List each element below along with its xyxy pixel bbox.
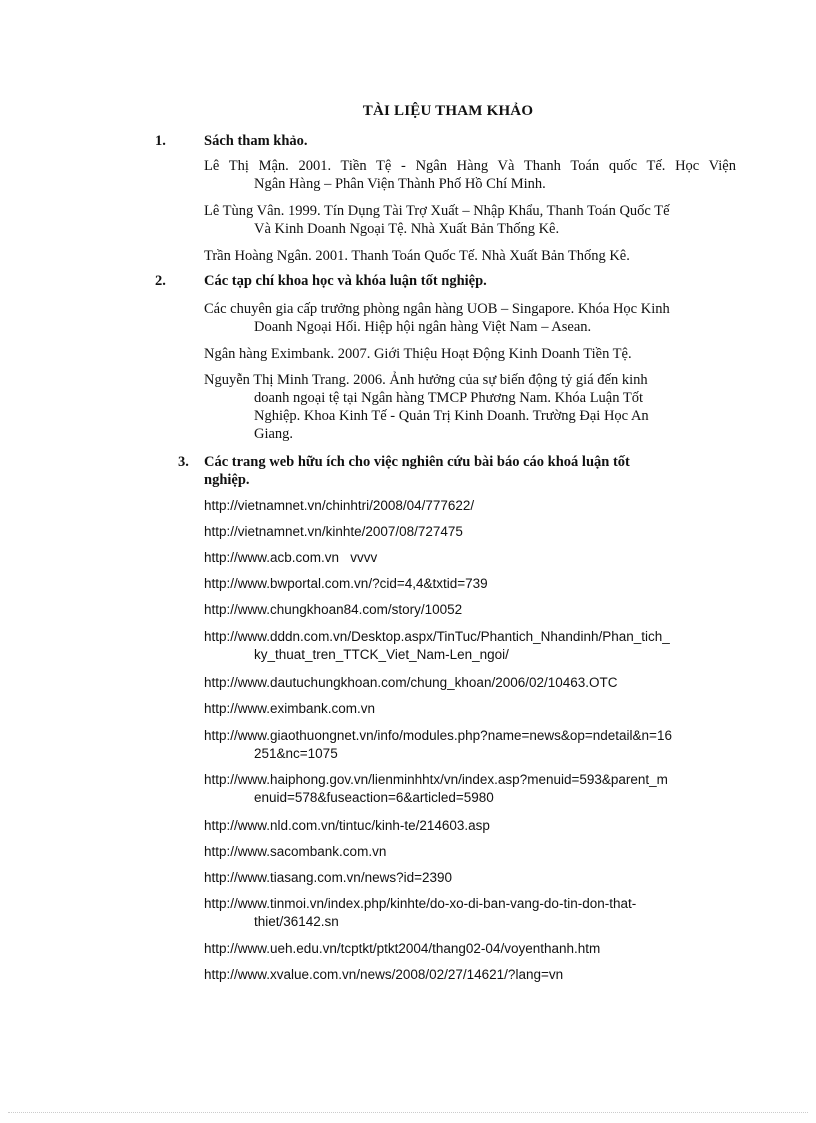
reference-line: Các chuyên gia cấp trưởng phòng ngân hàng UOB – Singapore. Khóa Học Kinh bbox=[204, 301, 670, 317]
section-number: 1. bbox=[155, 133, 166, 149]
url-item[interactable] bbox=[204, 628, 724, 664]
url-line: http://www.haiphong.gov.vn/lienminhhtx/vn/index.asp?menuid=593&parent_m bbox=[204, 772, 668, 787]
url-item[interactable] bbox=[204, 817, 724, 835]
url-item[interactable] bbox=[204, 843, 724, 861]
url-item[interactable] bbox=[204, 895, 724, 931]
url-item[interactable] bbox=[204, 674, 724, 692]
reference-item bbox=[204, 247, 736, 265]
reference-line: Lê Tùng Vân. 1999. Tín Dụng Tài Trợ Xuất – Nhập Khẩu, Thanh Toán Quốc Tế bbox=[204, 203, 670, 219]
reference-line: Nguyễn Thị Minh Trang. 2006. Ảnh hưởng của sự biến động tỷ giá đến kinh bbox=[204, 372, 648, 388]
reference-item bbox=[204, 157, 736, 193]
url-item[interactable] bbox=[204, 523, 724, 541]
reference-line: Giang. bbox=[254, 426, 294, 442]
section-number: 3. bbox=[178, 454, 189, 470]
url-line: http://www.dautuchungkhoan.com/chung_khoan/2006/02/10463.OTC bbox=[204, 675, 618, 690]
section-title: Sách tham khảo. bbox=[204, 133, 308, 149]
url-line: http://www.chungkhoan84.com/story/10052 bbox=[204, 602, 463, 617]
url-line: 251&nc=1075 bbox=[254, 746, 338, 761]
url-line: http://www.nld.com.vn/tintuc/kinh-te/214603.asp bbox=[204, 818, 490, 833]
url-item[interactable] bbox=[204, 771, 724, 807]
url-item[interactable] bbox=[204, 575, 724, 593]
url-item[interactable] bbox=[204, 549, 724, 567]
url-line: http://vietnamnet.vn/chinhtri/2008/04/777622/ bbox=[204, 498, 475, 513]
section-title-continued: nghiệp. bbox=[204, 472, 250, 488]
url-item[interactable] bbox=[204, 940, 724, 958]
reference-item bbox=[204, 371, 736, 443]
reference-line: doanh ngoại tệ tại Ngân hàng TMCP Phương Nam. Khóa Luận Tốt bbox=[254, 390, 643, 406]
reference-item bbox=[204, 300, 736, 336]
url-line: ky_thuat_tren_TTCK_Viet_Nam-Len_ngoi/ bbox=[254, 647, 509, 662]
url-item[interactable] bbox=[204, 497, 724, 515]
url-line: http://www.xvalue.com.vn/news/2008/02/27/14621/?lang=vn bbox=[204, 967, 564, 982]
url-line: http://vietnamnet.vn/kinhte/2007/08/727475 bbox=[204, 524, 463, 539]
page-title: TÀI LIỆU THAM KHẢO bbox=[362, 103, 534, 119]
url-line: http://www.tiasang.com.vn/news?id=2390 bbox=[204, 870, 453, 885]
url-line: http://www.ueh.edu.vn/tcptkt/ptkt2004/thang02-04/voyenthanh.htm bbox=[204, 941, 601, 956]
url-item[interactable] bbox=[204, 601, 724, 619]
reference-item bbox=[204, 202, 736, 238]
url-line: http://www.giaothuongnet.vn/info/modules.php?name=news&op=ndetail&n=16 bbox=[204, 728, 672, 743]
page-bottom-divider bbox=[8, 1112, 808, 1113]
reference-line: Doanh Ngoại Hối. Hiệp hội ngân hàng Việt Nam – Asean. bbox=[254, 319, 592, 335]
url-line: http://www.acb.com.vn vvvv bbox=[204, 550, 378, 565]
url-line: thiet/36142.sn bbox=[254, 914, 339, 929]
reference-line: Và Kinh Doanh Ngoại Tệ. Nhà Xuất Bản Thống Kê. bbox=[254, 221, 560, 237]
url-line: enuid=578&fuseaction=6&articled=5980 bbox=[254, 790, 494, 805]
url-line: http://www.eximbank.com.vn bbox=[204, 701, 376, 716]
url-line: http://www.tinmoi.vn/index.php/kinhte/do-xo-di-ban-vang-do-tin-don-that- bbox=[204, 896, 637, 911]
url-item[interactable] bbox=[204, 966, 724, 984]
reference-line: Nghiệp. Khoa Kinh Tế - Quản Trị Kinh Doanh. Trường Đại Học An bbox=[254, 408, 649, 424]
url-line: http://www.dddn.com.vn/Desktop.aspx/TinTuc/Phantich_Nhandinh/Phan_tich_ bbox=[204, 629, 670, 644]
url-line: http://www.sacombank.com.vn bbox=[204, 844, 387, 859]
reference-line: Trần Hoàng Ngân. 2001. Thanh Toán Quốc Tế. Nhà Xuất Bản Thống Kê. bbox=[204, 248, 630, 264]
reference-item bbox=[204, 345, 736, 363]
reference-line: Lê Thị Mận. 2001. Tiền Tệ - Ngân Hàng Và Thanh Toán quốc Tế. Học Viện bbox=[204, 158, 736, 174]
url-item[interactable] bbox=[204, 700, 724, 718]
reference-line: Ngân Hàng – Phân Viện Thành Phố Hồ Chí Minh. bbox=[254, 176, 546, 192]
section-title: Các tạp chí khoa học và khóa luận tốt nghiệp. bbox=[204, 273, 487, 289]
url-line: http://www.bwportal.com.vn/?cid=4,4&txtid=739 bbox=[204, 576, 488, 591]
url-item[interactable] bbox=[204, 869, 724, 887]
reference-line: Ngân hàng Eximbank. 2007. Giới Thiệu Hoạt Động Kinh Doanh Tiền Tệ. bbox=[204, 346, 632, 362]
section-number: 2. bbox=[155, 273, 166, 289]
url-item[interactable] bbox=[204, 727, 724, 763]
section-title: Các trang web hữu ích cho việc nghiên cứu bài báo cáo khoá luận tốt bbox=[204, 454, 630, 470]
